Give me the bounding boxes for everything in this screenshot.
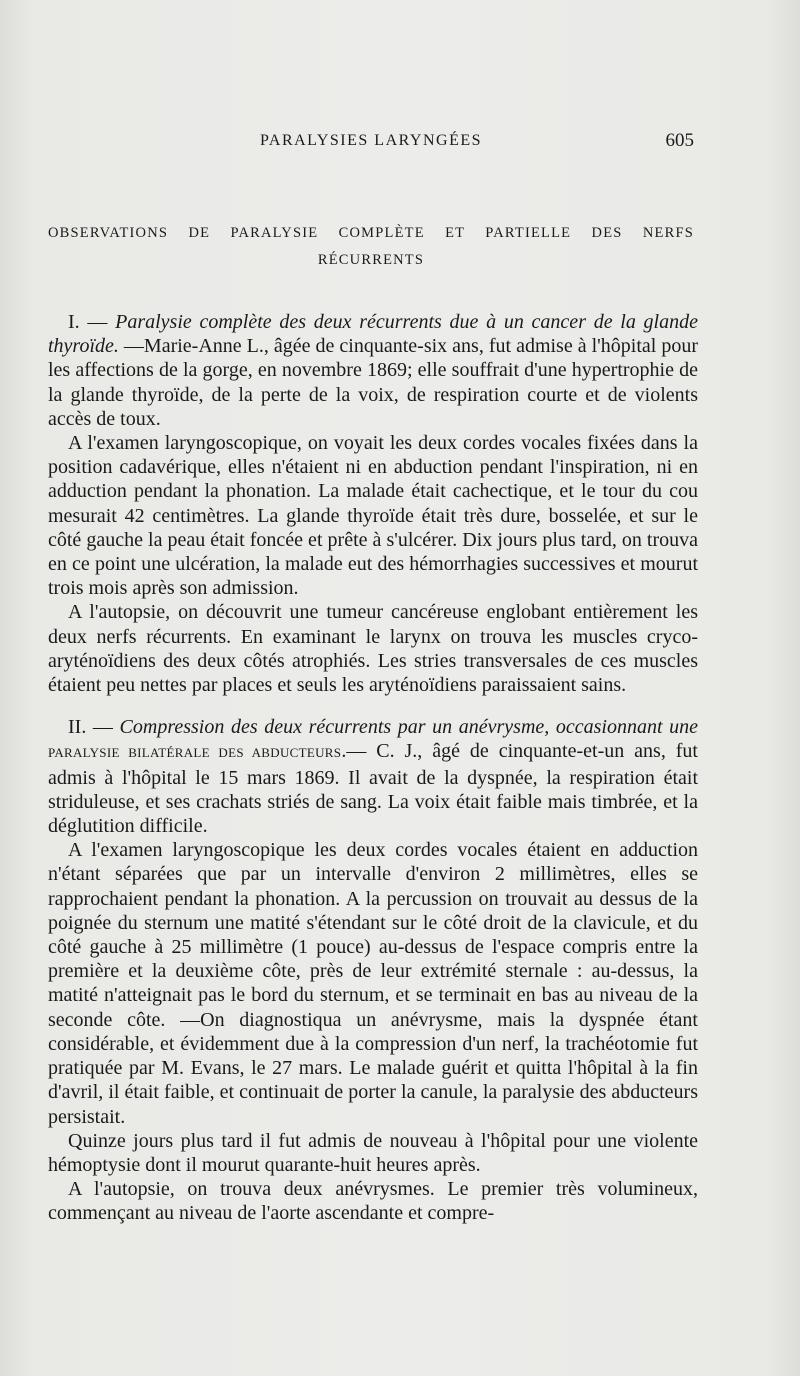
observation-2-smallcaps: PARALYSIE BILATÉRALE DES ABDUCTEURS <box>48 745 342 761</box>
observation-2-exam-paragraph: A l'examen laryngoscopique les deux cordes vocales étaient en adduction n'étant séparées que par un intervalle d'environ 2 millimètres, elles se rapprochaient pendant la phonation. A la percussion on trouvait au dessus de la poignée du sternum une matité s'étendant sur le côté droit de la clavicule, et du côté gauche à 25 millimètre (1 pouce) au-dessus de l'espace compris entre la première et la deuxième côte, près de leur extrémité sternale : au-dessus, la matité n'atteignait pas le bord du sternum, et se terminait en bas au niveau de la seconde côte. —On diagnostiqua un anévrysme, mais la dyspnée étant considérable, et évidemment due à la compression d'un nerf, la trachéotomie fut pratiquée par M. Evans, le 27 mars. Le malade guérit et quitta l'hôpital à la fin d'avril, il était faible, et continuait de porter la canule, la paralysie des abducteurs persistait. <box>48 839 698 1128</box>
observation-1-number: I. — <box>68 311 116 333</box>
observation-2-number: II. — <box>68 716 120 739</box>
observation-2-readmission-paragraph: Quinze jours plus tard il fut admis de nouveau à l'hôpital pour une violente hémoptysie dont il mourut quarante-huit heures après. <box>48 1129 698 1176</box>
running-title: PARALYSIES LARYNGÉES <box>259 132 483 149</box>
observation-1-title: Paralysie complète des deux récurrents due à un cancer de la glande thyroïde. <box>48 311 698 358</box>
paragraph-gap <box>48 697 698 715</box>
observation-1-autopsy-paragraph: A l'autopsie, on découvrit une tumeur cancéreuse englobant entièrement les deux nerfs récurrents. En examinant le larynx on trouva les muscles cryco-aryténoïdiens des deux côtés atrophiés. Les stries transversales de ces muscles étaient peu nettes par places et seuls les aryténoïdiens paraissaient sains. <box>48 601 698 697</box>
observation-2-text: .— C. J., âgé de cinquante-et-un ans, fut admis à l'hôpital le 15 mars 1869. Il avait de la dyspnée, la respiration était striduleuse, et ses crachats striés de sang. La voix était faible mais timbrée, et la déglutition difficile. <box>48 740 698 838</box>
observation-1-text: —Marie-Anne L., âgée de cinquante-six ans, fut admise à l'hôpital pour les affections de la gorge, en novembre 1869; elle souffrait d'une hypertrophie de la glande thyroïde, de la perte de la voix, de respiration courte et de violents accès de toux. <box>48 335 698 430</box>
section-title-continued: RÉCURRENTS <box>317 252 425 268</box>
observation-2-title: Compression des deux récurrents par un anévrysme, occasionnant une <box>119 716 698 739</box>
body-text <box>48 310 698 1226</box>
observation-1-exam-paragraph: A l'examen laryngoscopique, on voyait les deux cordes vocales fixées dans la position cadavérique, elles n'étaient ni en abduction pendant l'inspiration, ni en adduction pendant la phonation. La malade était cachectique, et le tour du cou mesurait 42 centimètres. La glande thyroïde était très dure, bosselée, et sur le côté gauche la peau était foncée et prête à s'ulcérer. Dix jours plus tard, on trouva en ce point une ulcération, la malade eut des hémorrhagies successives et mourut trois mois après son admission. <box>48 432 698 600</box>
observation-1-paragraph <box>48 310 698 431</box>
observation-2-paragraph <box>48 715 698 838</box>
page-number: 605 <box>665 130 694 151</box>
running-head <box>48 132 694 154</box>
section-title: OBSERVATIONS DE PARALYSIE COMPLÈTE ET PARTIELLE DES NERFS <box>48 225 694 241</box>
observation-2-autopsy-paragraph: A l'autopsie, on trouva deux anévrysmes. Le premier très volumineux, commençant au niveau de l'aorte ascendante et compre- <box>48 1178 698 1225</box>
